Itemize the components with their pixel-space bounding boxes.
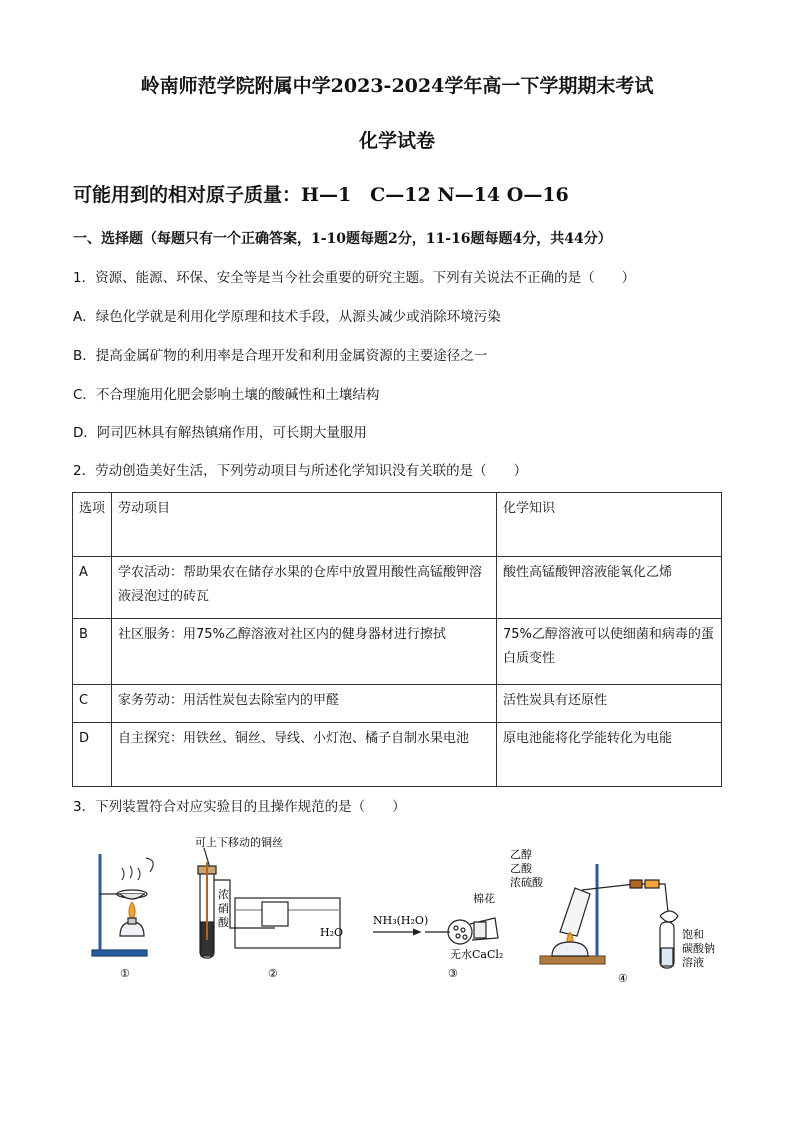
row-option: C [73, 685, 112, 723]
q3-apparatus-figures [70, 832, 730, 992]
row-project: 家务劳动：用活性炭包去除室内的甲醛 [112, 685, 497, 723]
solution-label-2: 碳酸钠 [682, 942, 715, 955]
figure-4-esterification [540, 864, 678, 968]
reagent-label-2: 乙酸 [510, 862, 532, 875]
header-option: 选项 [73, 493, 112, 557]
q1-option-a: A．绿色化学就是利用化学原理和技术手段，从源头减少或消除环境污染 [73, 309, 501, 325]
q2-stem: 2．劳动创造美好生活，下列劳动项目与所述化学知识没有关联的是（ ） [73, 463, 528, 479]
row-knowledge: 酸性高锰酸钾溶液能氧化乙烯 [497, 557, 722, 619]
q1-option-b: B．提高金属矿物的利用率是合理开发和利用金属资源的主要途径之一 [73, 348, 488, 364]
table-row [73, 619, 722, 685]
atomic-mass-line: 可能用到的相对原子质量：H—1 C—12 N—14 O—16 [73, 184, 569, 206]
solution-label-1: 饱和 [682, 928, 704, 941]
exam-title: 岭南师范学院附属中学2023-2024学年高一下学期期末考试 [140, 75, 654, 97]
q3-stem: 3．下列装置符合对应实验目的且操作规范的是（ ） [73, 799, 406, 815]
row-option: A [73, 557, 112, 619]
row-knowledge: 活性炭具有还原性 [497, 685, 722, 723]
row-option: D [73, 723, 112, 787]
solution-label-3: 溶液 [682, 956, 704, 969]
q1-option-d: D．阿司匹林具有解热镇痛作用，可长期大量服用 [73, 425, 367, 441]
row-option: B [73, 619, 112, 685]
dryer-label: 无水CaCl₂ [450, 948, 504, 961]
figure-4-number: ④ [618, 972, 628, 985]
subject-title: 化学试卷 [358, 130, 435, 152]
section-heading: 一、选择题（每题只有一个正确答案，1-10题每题2分，11-16题每题4分，共44分） [73, 231, 612, 247]
table-header-row [73, 493, 722, 557]
row-project: 自主探究：用铁丝、铜丝、导线、小灯泡、橘子自制水果电池 [112, 723, 497, 787]
header-project: 劳动项目 [112, 493, 497, 557]
table-row [73, 685, 722, 723]
reagent-label-3: 浓硫酸 [510, 876, 543, 889]
row-project: 社区服务：用75%乙醇溶液对社区内的健身器材进行擦拭 [112, 619, 497, 685]
header-knowledge: 化学知识 [497, 493, 722, 557]
water-label: H₂O [320, 926, 344, 939]
reagent-label-1: 乙醇 [510, 848, 532, 861]
copper-wire-label: 可上下移动的铜丝 [195, 836, 283, 849]
row-knowledge: 75%乙醇溶液可以使细菌和病毒的蛋白质变性 [497, 619, 722, 685]
q1-stem: 1．资源、能源、环保、安全等是当今社会重要的研究主题。下列有关说法不正确的是（ ） [73, 270, 636, 286]
figure-1-evaporation [92, 854, 153, 956]
row-knowledge: 原电池能将化学能转化为电能 [497, 723, 722, 787]
figure-2-number: ② [268, 967, 278, 980]
table-row [73, 723, 722, 787]
figure-3-number: ③ [448, 967, 458, 980]
acid-label-2: 硝 [218, 902, 229, 915]
figure-1-number: ① [120, 967, 130, 980]
acid-label-3: 酸 [218, 916, 229, 929]
table-row [73, 557, 722, 619]
q2-table [72, 492, 722, 787]
gas-label: NH₃(H₂O) [373, 914, 429, 927]
acid-label-1: 浓 [218, 888, 229, 901]
q1-option-c: C．不合理施用化肥会影响土壤的酸碱性和土壤结构 [73, 387, 380, 403]
cotton-label: 棉花 [473, 892, 495, 905]
row-project: 学农活动：帮助果农在储存水果的仓库中放置用酸性高锰酸钾溶液浸泡过的砖瓦 [112, 557, 497, 619]
